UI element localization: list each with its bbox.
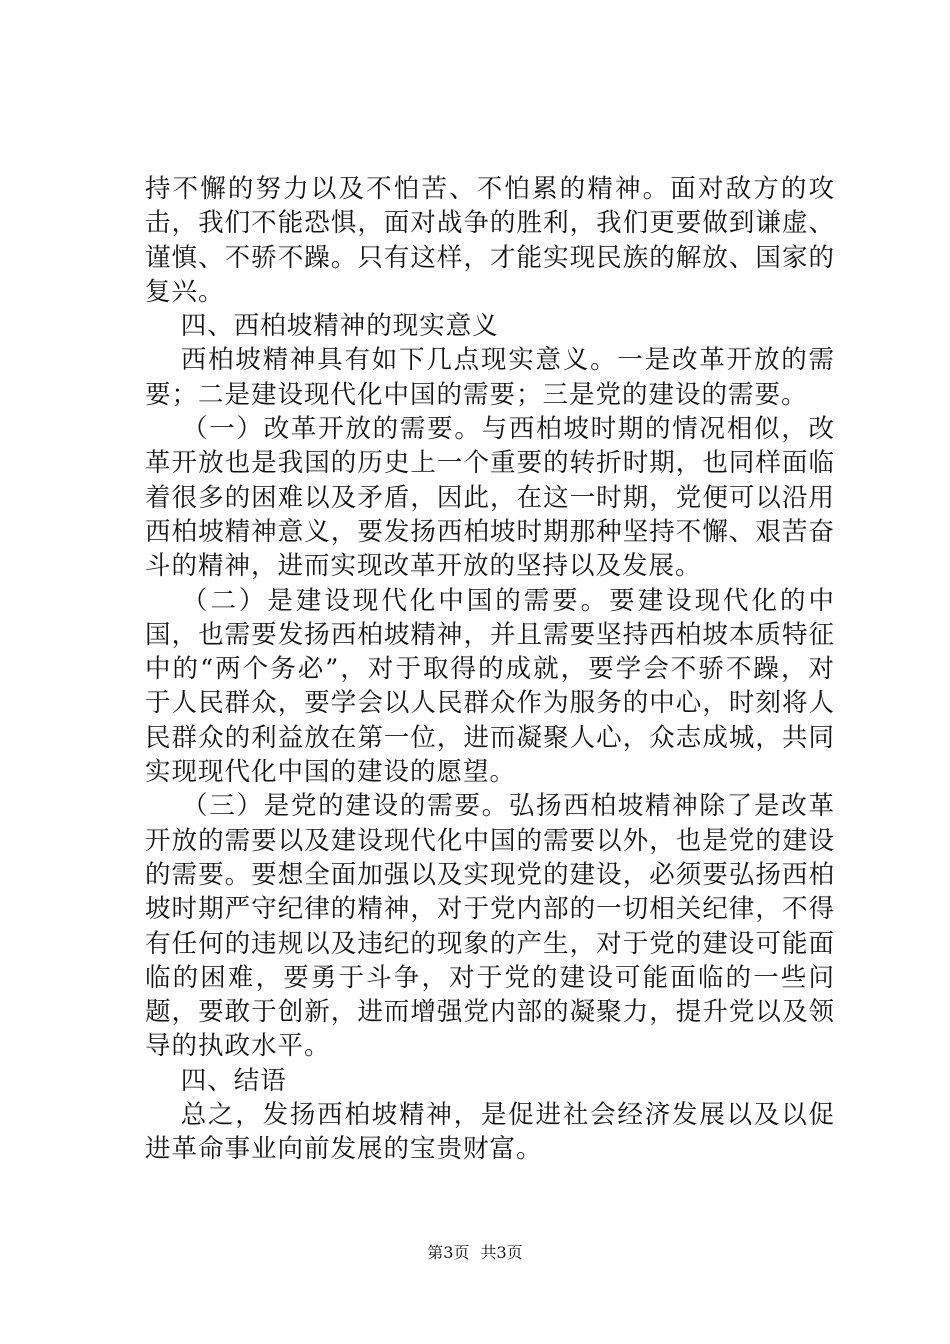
page-number: 第3页 <box>427 1243 470 1262</box>
paragraph: 总之，发扬西柏坡精神，是促进社会经济发展以及以促进革命事业向前发展的宝贵财富。 <box>145 1100 835 1165</box>
section-heading: 四、西柏坡精神的现实意义 <box>180 311 499 342</box>
page-total: 共3页 <box>480 1243 523 1262</box>
paragraph: （一）改革开放的需要。与西柏坡时期的情况相似，改革开放也是我国的历史上一个重要的转折时期，也同样面临着很多的困难以及矛盾，因此，在这一时期，党便可以沿用西柏坡精神意义，要发扬西柏坡时期那种坚持不懈、艰苦奋斗的精神，进而实现改革开放的坚持以及发展。 <box>145 414 835 582</box>
paragraph: （二）是建设现代化中国的需要。要建设现代化的中国，也需要发扬西柏坡精神，并且需要坚持西柏坡本质特征中的“两个务必”，对于取得的成就，要学会不骄不躁，对于人民群众，要学会以人民群众作为服务的中心，时刻将人民群众的利益放在第一位，进而凝聚人心，众志成城，共同实现现代化中国的建设的愿望。 <box>145 585 835 788</box>
paragraph: （三）是党的建设的需要。弘扬西柏坡精神除了是改革开放的需要以及建设现代化中国的需要以外，也是党的建设的需要。要想全面加强以及实现党的建设，必须要弘扬西柏坡时期严守纪律的精神，对于党内部的一切相关纪律，不得有任何的违规以及违纪的现象的产生，对于党的建设可能面临的困难，要勇于斗争，对于党的建设可能面临的一些问题，要敢于创新，进而增强党内部的凝聚力，提升党以及领导的执政水平。 <box>145 791 835 1062</box>
paragraph-continuation: 持不懈的努力以及不怕苦、不怕累的精神。面对敌方的攻击，我们不能恐惧，面对战争的胜利，我们更要做到谦虚、谨慎、不骄不躁。只有这样，才能实现民族的解放、国家的复兴。 <box>145 174 835 307</box>
section-heading: 四、结语 <box>180 1065 287 1096</box>
document-body <box>145 172 835 1167</box>
page-footer <box>0 1243 950 1263</box>
paragraph: 西柏坡精神具有如下几点现实意义。一是改革开放的需要；二是建设现代化中国的需要；三是党的建设的需要。 <box>145 345 835 410</box>
